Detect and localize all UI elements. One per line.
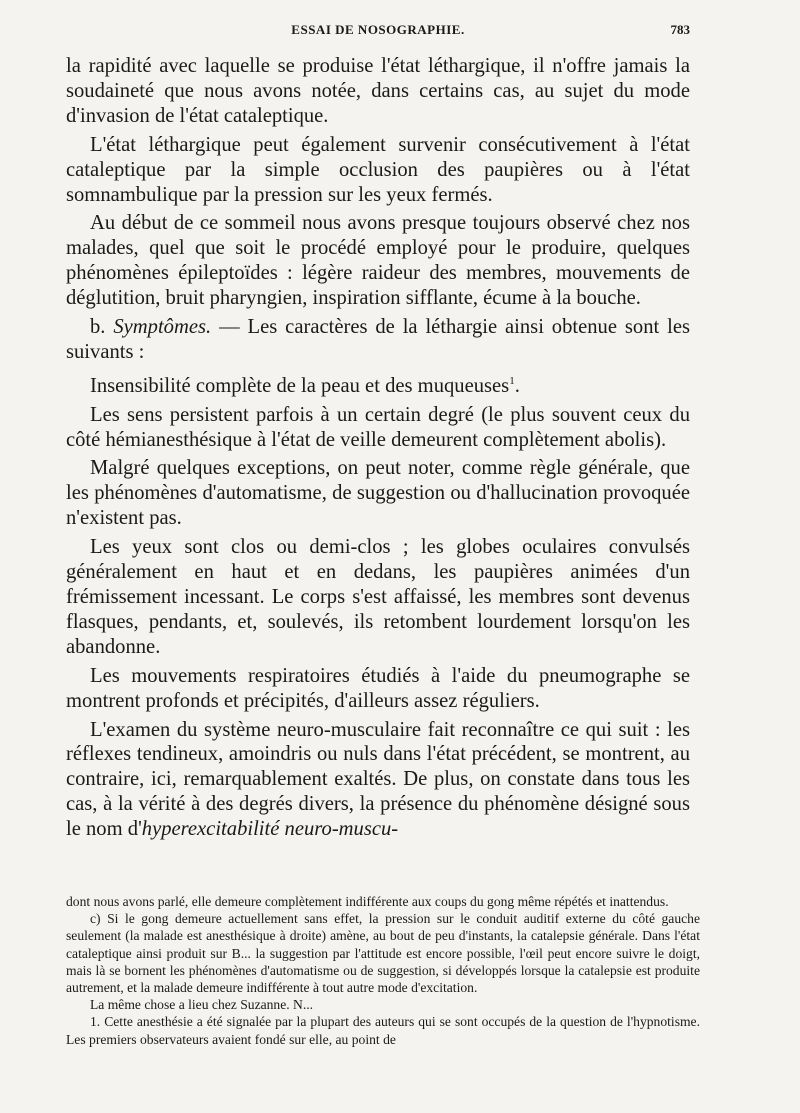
neuro-text: L'examen du système neuro-musculaire fait reconnaître ce qui suit : les réflexes tendineux, amoindris ou nuls dans l'état précédent, se montrent, au contraire, ici, remarquablement exaltés. De plus, on constate dans tous les cas, à la vérité à des degrés divers, la présence du phénomène désigné sous le nom d' <box>66 718 690 841</box>
footnote-continuation: dont nous avons parlé, elle demeure complètement indifférente aux coups du gong même répétés et inattendus. <box>66 894 669 909</box>
page-number: 783 <box>670 22 690 37</box>
footnote-ref-1[interactable]: 1 <box>509 374 515 387</box>
insensibilite-end: . <box>514 374 520 397</box>
paragraph-insensibilite <box>66 369 690 399</box>
section-intro: — Les caractères de la léthargie ainsi obtenue sont les suivants : <box>66 316 690 363</box>
insensibilite-text: Insensibilité complète de la peau et des muqueuses <box>90 374 510 397</box>
section-heading: Symptômes. <box>113 316 212 339</box>
paragraph-1: la rapidité avec laquelle se produise l'état léthargique, il n'offre jamais la soudaineté que nous avons notée, dans certains cas, au sujet du mode d'invasion de l'état cataleptique. <box>66 55 690 127</box>
main-text <box>66 54 690 846</box>
running-title: ESSAI DE NOSOGRAPHIE. <box>291 22 465 37</box>
paragraph-3: Au début de ce sommeil nous avons presque toujours observé chez nos malades, quel que soit le procédé employé pour le produire, quelques phénomènes épileptoïdes : légère raideur des membres, mouvements de déglutition, bruit pharyngien, inspiration sifflante, écume à la bouche. <box>66 212 690 310</box>
paragraph-automatisme: Malgré quelques exceptions, on peut noter, comme règle générale, que les phénomènes d'automatisme, de suggestion ou d'hallucination provoquée n'existent pas. <box>66 457 690 530</box>
paragraph-sens: Les sens persistent parfois à un certain degré (le plus souvent ceux du côté hémianesthésique à l'état de veille demeurent complètement abolis). <box>66 403 690 451</box>
footnote-suzanne: La même chose a lieu chez Suzanne. N... <box>90 997 314 1013</box>
paragraph-2: L'état léthargique peut également survenir consécutivement à l'état cataleptique par la simple occlusion des paupières ou à l'état somnambulique par la pression sur les yeux fermés. <box>66 133 690 206</box>
section-label: b. <box>90 316 106 339</box>
page-header <box>66 22 690 44</box>
paragraph-symptomes <box>66 315 690 365</box>
footnotes <box>66 893 700 1048</box>
footnote-c: c) Si le gong demeure actuellement sans effet, la pression sur le conduit auditif externe du côté gauche seulement (la malade est anesthésique à droite) amène, au bout de peu d'instants, la catalepsie générale. Dans l'état cataleptique ainsi produit sur B... la suggestion par l'attitude est encore possible, l'œil peut encore suivre le doigt, mais là se bornent les phénomènes d'automatisme ou de suggestion, si développés lorsque la catalepsie est produite autrement, et la malade demeure indifférente à tout autre mode d'excitation. <box>66 911 700 996</box>
footnote-1: 1. Cette anesthésie a été signalée par la plupart des auteurs qui se sont occupés de la question de l'hypnotisme. Les premiers observateurs avaient fondé sur elle, au point de <box>66 1014 700 1047</box>
paragraph-yeux: Les yeux sont clos ou demi-clos ; les globes oculaires convulsés généralement en haut et en dedans, les paupières animées d'un frémissement incessant. Le corps s'est affaissé, les membres sont devenus flasques, pendants, et, soulevés, ils retombent lourdement lorsqu'on les abandonne. <box>66 536 690 658</box>
neuro-term: hyperexcitabilité neuro-muscu- <box>141 818 399 841</box>
paragraph-respiration: Les mouvements respiratoires étudiés à l'aide du pneumographe se montrent profonds et précipités, d'ailleurs assez réguliers. <box>66 664 690 712</box>
paragraph-neuro-musculaire <box>66 718 690 843</box>
